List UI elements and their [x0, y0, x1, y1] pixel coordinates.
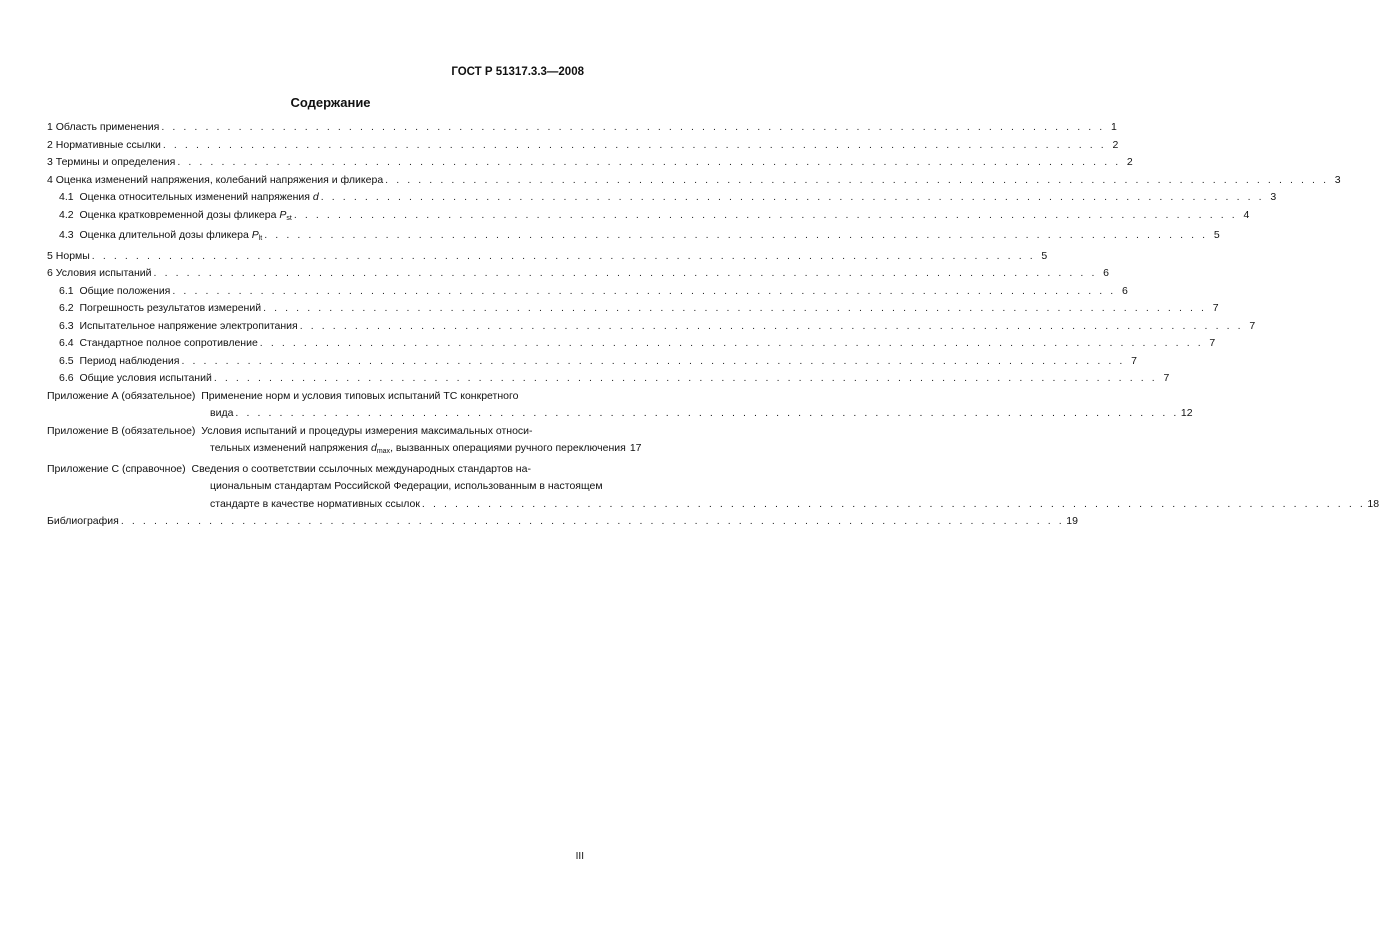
toc-entry-text: 6.2 Погрешность результатов измерений	[59, 302, 262, 314]
toc-page-number: 7	[1212, 302, 1219, 314]
toc-page-number: 5	[1213, 229, 1220, 241]
dot-leader: . . . . . . . . . . . . . . . . . . . . . . . . . . . . . . . . . . . . . . . . . . . . . . . . . . . . . . . . . . . . . . . . . . . . . . . . . . . . . . . . . . . . . .	[120, 515, 1065, 527]
toc-entry-text: Библиография	[47, 515, 119, 527]
toc-entry-text: 6.4 Стандартное полное сопротивление	[59, 337, 258, 349]
dot-leader: . . . . . . . . . . . . . . . . . . . . . . . . . . . . . . . . . . . . . . . . . . . . . . . . . . . . . . . . . . . . . . . . . . . . . . . . . . . . . . . . . . . . . .	[235, 407, 1179, 419]
dot-leader: . . . . . . . . . . . . . . . . . . . . . . . . . . . . . . . . . . . . . . . . . . . . . . . . . . . . . . . . . . . . . . . . . . . . . . . . . . . . . . . . . . . . . .	[259, 337, 1204, 349]
toc-page-number: 7	[1209, 337, 1216, 349]
dot-leader: . . . . . . . . . . . . . . . . . . . . . . . . . . . . . . . . . . . . . . . . . . . . . . . . . . . . . . . . . . . . . . . . . . . . . . . . . . . . . . . . . . . . . .	[161, 121, 1105, 133]
toc-entry-6-3[interactable]	[47, 318, 1256, 336]
toc-page-number: 18	[1367, 497, 1379, 510]
dot-leader: . . . . . . . . . . . . . . . . . . . . . . . . . . . . . . . . . . . . . . . . . . . . . . . . . . . . . . . . . . . . . . . . . . . . . . . . . . . . . . . . . . . . . .	[264, 229, 1208, 241]
table-of-contents	[47, 119, 1379, 531]
toc-page-number: 5	[1041, 249, 1048, 262]
dot-leader: . . . . . . . . . . . . . . . . . . . . . . . . . . . . . . . . . . . . . . . . . . . . . . . . . . . . . . . . . . . . . . . . . . . . . . . . . . . . . . . . . . . . . .	[153, 267, 1097, 279]
toc-entry-4[interactable]	[47, 172, 1341, 190]
toc-entry-text: 6.1 Общие положения	[59, 284, 171, 297]
dot-leader: . . . . . . . . . . . . . . . . . . . . . . . . . . . . . . . . . . . . . . . . . . . . . . . . . . . . . . . . . . . . . . . . . . . . . . . . . . . . . . . . . . . . . .	[213, 372, 1158, 384]
toc-page-number: 3	[1334, 173, 1341, 186]
dot-leader: . . . . . . . . . . . . . . . . . . . . . . . . . . . . . . . . . . . . . . . . . . . . . . . . . . . . . . . . . . . . . . . . . . . . . . . . . . . . . . . . . . . . . .	[162, 138, 1107, 151]
toc-entry-6-2[interactable]	[47, 300, 1219, 318]
page-number: III	[575, 851, 584, 862]
dot-leader: . . . . . . . . . . . . . . . . . . . . . . . . . . . . . . . . . . . . . . . . . . . . . . . . . . . . . . . . . . . . . . . . . . . . . . . . . . . . . . . . . . . . . .	[421, 497, 1366, 510]
toc-entry-appendix-c[interactable]	[47, 461, 1379, 514]
toc-entry-text: стандарте в качестве нормативных ссылок	[210, 497, 420, 510]
toc-entry-text: 6.5 Период наблюдения	[59, 354, 180, 367]
toc-entry-text: 4 Оценка изменений напряжения, колебаний напряжения и фликера	[47, 173, 384, 186]
toc-entry-6-4[interactable]	[47, 335, 1216, 353]
toc-page-number: 7	[1163, 372, 1170, 384]
toc-page-number: 2	[1126, 156, 1133, 168]
toc-entry-text: 6.6 Общие условия испытаний	[59, 372, 212, 384]
toc-entry-6-5[interactable]	[47, 353, 1137, 371]
toc-entry-text: Приложение С (справочное) Сведения о соответствии ссылочных международных стандартов на-	[47, 462, 531, 475]
toc-entry-text: Приложение В (обязательное) Условия испытаний и процедуры измерения максимальных относи-	[47, 424, 533, 437]
toc-page-number: 2	[1112, 138, 1119, 151]
document-code: ГОСТ Р 51317.3.3—2008	[451, 66, 584, 78]
toc-entry-3[interactable]	[47, 154, 1133, 172]
toc-entry-text: 6.3 Испытательное напряжение электропитания	[59, 319, 298, 332]
toc-page-number: 1	[1110, 121, 1117, 133]
toc-entry-text: 5 Нормы	[47, 249, 90, 262]
toc-page-number: 7	[1249, 319, 1256, 332]
toc-entry-text: 1 Область применения	[47, 121, 160, 133]
toc-entry-6-6[interactable]	[47, 370, 1170, 388]
toc-title: Содержание	[290, 95, 371, 110]
dot-leader: . . . . . . . . . . . . . . . . . . . . . . . . . . . . . . . . . . . . . . . . . . . . . . . . . . . . . . . . . . . . . . . . . . . . . . . . . . . . . . . . . . . . . .	[177, 156, 1121, 168]
dot-leader: . . . . . . . . . . . . . . . . . . . . . . . . . . . . . . . . . . . . . . . . . . . . . . . . . . . . . . . . . . . . . . . . . . . . . . . . . . . . . . . . . . . . . .	[385, 173, 1329, 186]
toc-entry-text: 4.2 Оценка кратковременной дозы фликера $P_{st}$	[59, 208, 292, 222]
toc-entry-text: 4.3 Оценка длительной дозы фликера $P_{lt}$	[59, 229, 263, 242]
dot-leader: . . . . . . . . . . . . . . . . . . . . . . . . . . . . . . . . . . . . . . . . . . . . . . . . . . . . . . . . . . . . . . . . . . . . . . . . . . . . . . . . . . . . . .	[172, 284, 1116, 297]
toc-entry-6[interactable]	[47, 265, 1109, 283]
toc-page-number: 19	[1066, 515, 1078, 527]
toc-entry-text: циональным стандартам Российской Федерации, использованным в настоящем	[210, 480, 603, 492]
dot-leader: . . . . . . . . . . . . . . . . . . . . . . . . . . . . . . . . . . . . . . . . . . . . . . . . . . . . . . . . . . . . . . . . . . . . . . . . . . . . . . . . . . . . . .	[91, 249, 1036, 262]
toc-entry-appendix-b[interactable]	[47, 423, 642, 461]
toc-page-number: 6	[1121, 284, 1128, 297]
toc-page-number: 17	[629, 442, 642, 454]
dot-leader: . . . . . . . . . . . . . . . . . . . . . . . . . . . . . . . . . . . . . . . . . . . . . . . . . . . . . . . . . . . . . . . . . . . . . . . . . . . . . . . . . . . . . .	[263, 302, 1207, 314]
toc-page-number: 7	[1131, 354, 1137, 367]
toc-page-number: 6	[1103, 267, 1109, 279]
toc-entry-4-3[interactable]	[47, 227, 1220, 248]
toc-entry-text: вида	[210, 407, 234, 419]
toc-page-number: 3	[1270, 191, 1277, 203]
dot-leader: . . . . . . . . . . . . . . . . . . . . . . . . . . . . . . . . . . . . . . . . . . . . . . . . . . . . . . . . . . . . . . . . . . . . . . . . . . . . . . . . . . . . . .	[320, 191, 1265, 203]
toc-entry-1[interactable]	[47, 119, 1117, 137]
toc-entry-4-2[interactable]	[47, 207, 1250, 228]
toc-entry-bibliography[interactable]	[47, 513, 1078, 531]
toc-entry-text: Приложение А (обязательное) Применение норм и условия типовых испытаний ТС конкретного	[47, 389, 519, 402]
dot-leader: . . . . . . . . . . . . . . . . . . . . . . . . . . . . . . . . . . . . . . . . . . . . . . . . . . . . . . . . . . . . . . . . . . . . . . . . . . . . . . . . . . . . . .	[181, 354, 1125, 367]
toc-entry-5[interactable]	[47, 248, 1048, 266]
toc-entry-text: тельных изменений напряжения $d_{max}$, вызванных операциями ручного переключения	[210, 442, 626, 455]
toc-entry-text: 3 Термины и определения	[47, 156, 176, 168]
toc-entry-2[interactable]	[47, 137, 1119, 155]
dot-leader: . . . . . . . . . . . . . . . . . . . . . . . . . . . . . . . . . . . . . . . . . . . . . . . . . . . . . . . . . . . . . . . . . . . . . . . . . . . . . . . . . . . . . .	[299, 319, 1244, 332]
toc-entry-appendix-a[interactable]	[47, 388, 1193, 423]
toc-page-number: 12	[1180, 407, 1193, 419]
toc-page-number: 4	[1243, 208, 1250, 221]
toc-entry-text: 4.1 Оценка относительных изменений напряжения d	[59, 191, 319, 203]
toc-entry-4-1[interactable]	[47, 189, 1277, 207]
toc-entry-6-1[interactable]	[47, 283, 1128, 301]
toc-entry-text: 2 Нормативные ссылки	[47, 138, 161, 151]
toc-entry-text: 6 Условия испытаний	[47, 267, 152, 279]
dot-leader: . . . . . . . . . . . . . . . . . . . . . . . . . . . . . . . . . . . . . . . . . . . . . . . . . . . . . . . . . . . . . . . . . . . . . . . . . . . . . . . . . . . . . .	[293, 208, 1238, 221]
